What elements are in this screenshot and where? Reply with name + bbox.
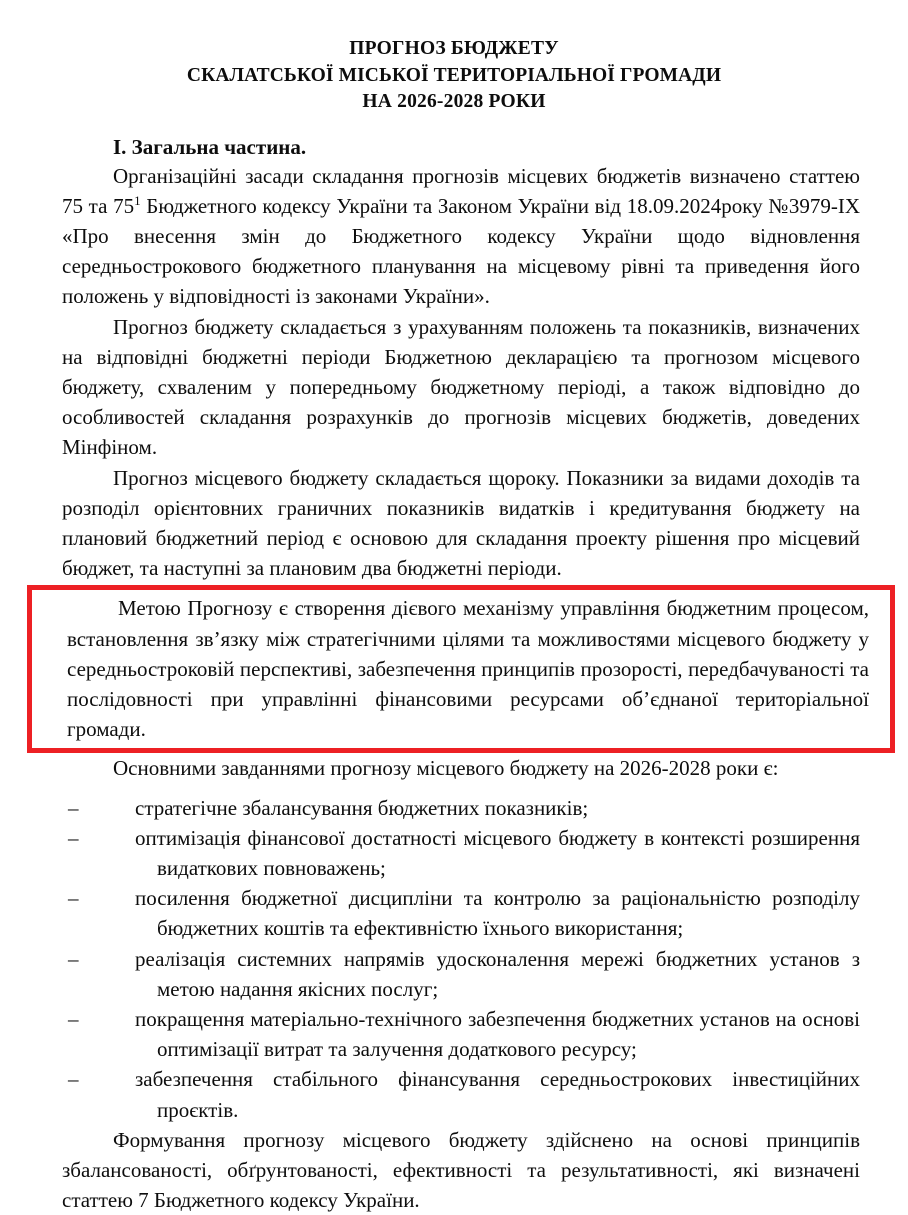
title-line-1: ПРОГНОЗ БЮДЖЕТУ [48,36,860,63]
paragraph-legal-basis [62,161,860,312]
list-item-label: покращення матеріально-технічного забезпечення бюджетних установ на основі оптимізації витрат та залучення додаткового ресурсу; [135,1004,860,1064]
dash-bullet-icon: – [68,883,86,913]
title-line-3: НА 2026-2028 РОКИ [48,89,860,116]
list-item [62,944,860,1004]
list-item-label: стратегічне збалансування бюджетних показників; [135,793,860,823]
list-item [62,1064,860,1124]
document-body [0,133,908,1215]
paragraph-legal-basis-text-b: Бюджетного кодексу України та Законом України від 18.09.2024року №3979-IX «Про внесення змін до Бюджетного кодексу України щодо відновлення середньострокового бюджетного планування на місцевому рівні та приведення його положень у відповідності із законами України». [62,194,860,309]
dash-bullet-icon: – [68,944,86,974]
title-line-2: СКАЛАТСЬКОЇ МІСЬКОЇ ТЕРИТОРІАЛЬНОЇ ГРОМАДИ [48,63,860,90]
section-heading-general-part: I. Загальна частина. [62,133,860,161]
paragraph-annual-forecast: Прогноз місцевого бюджету складається щороку. Показники за видами доходів та розподіл орієнтовних граничних показників видатків і кредитування бюджету на плановий бюджетний період є основою для складання проекту рішення про місцевий бюджет, та наступні за плановим два бюджетні періоди. [62,463,860,584]
list-item [62,883,860,943]
document-title [48,0,860,116]
dash-bullet-icon: – [68,1064,86,1094]
list-item-label: реалізація системних напрямів удосконалення мережі бюджетних установ з метою надання якісних послуг; [135,944,860,1004]
highlight-annotation-region [27,585,895,753]
dash-bullet-icon: – [68,793,86,823]
red-rectangle-annotation [27,585,895,753]
tasks-list [62,793,860,1125]
paragraph-budget-forecast-basis: Прогноз бюджету складається з урахуванням положень та показників, визначених на відповідні бюджетні періоди Бюджетною декларацією та прогнозом місцевого бюджету, схваленим у попередньому бюджетному періоді, а також відповідно до особливостей складання розрахунків до прогнозів місцевих бюджетів, доведених Мінфіном. [62,312,860,463]
dash-bullet-icon: – [68,823,86,853]
paragraph-legal-basis-text-a: Організаційні засади складання прогнозів місцевих бюджетів визначено статтею 75 та 75 [62,164,860,218]
list-item-label: оптимізація фінансової достатності місцевого бюджету в контексті розширення видаткових повноважень; [135,823,860,883]
dash-bullet-icon: – [68,1004,86,1034]
list-item [62,793,860,823]
list-item-label: забезпечення стабільного фінансування середньострокових інвестиційних проєктів. [135,1064,860,1124]
list-item [62,1004,860,1064]
paragraph-forecast-principles: Формування прогнозу місцевого бюджету здійснено на основі принципів збалансованості, обґрунтованості, ефективності та результативності, які визначені статтею 7 Бюджетного кодексу України. [62,1125,860,1215]
paragraph-main-tasks-intro: Основними завданнями прогнозу місцевого бюджету на 2026-2028 роки є: [62,753,860,783]
paragraph-forecast-purpose: Метою Прогнозу є створення дієвого механізму управління бюджетним процесом, встановлення зв’язку між стратегічними цілями та можливостями місцевого бюджету у середньостроковій перспективі, забезпечення принципів прозорості, передбачуваності та послідовності при управлінні фінансовими ресурсами об’єднаної територіальної громади. [67,593,869,744]
list-item-label: посилення бюджетної дисципліни та контролю за раціональністю розподілу бюджетних коштів та ефективністю їхнього використання; [135,883,860,943]
list-item [62,823,860,883]
superscript-marker: 1 [134,193,141,208]
